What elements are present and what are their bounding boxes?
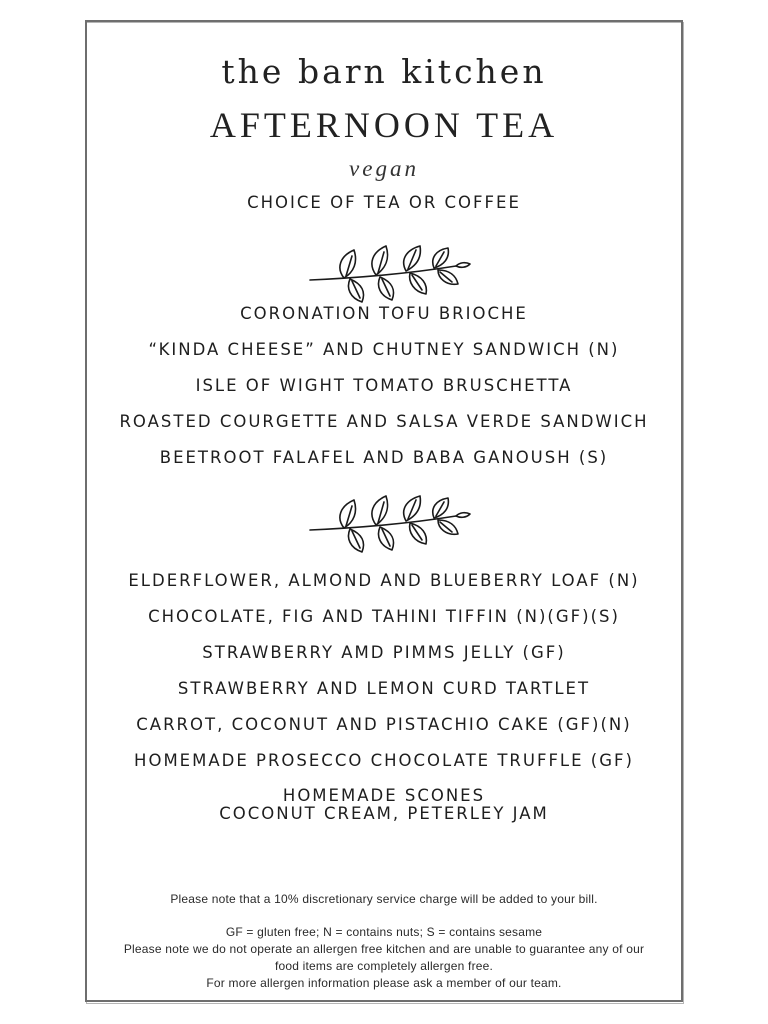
menu-item-scones-title: HOMEMADE SCONES xyxy=(282,786,486,805)
allergen-disclaimer-line: For more allergen information please ask a member of our team. xyxy=(206,976,562,990)
service-charge-note: Please note that a 10% discretionary service charge will be added to your bill. xyxy=(170,892,598,906)
menu-title: AFTERNOON TEA xyxy=(209,105,559,145)
menu-item-savoury: “KINDA CHEESE” AND CHUTNEY SANDWICH (N) xyxy=(148,340,620,359)
menu-item-savoury: ROASTED COURGETTE AND SALSA VERDE SANDWICH xyxy=(119,412,649,431)
menu-item-sweet: STRAWBERRY AMD PIMMS JELLY (GF) xyxy=(202,643,566,662)
leaf-sprig-icon xyxy=(306,244,472,304)
allergen-disclaimer-line: food items are completely allergen free. xyxy=(274,959,494,973)
menu-item-sweet: CHOCOLATE, FIG AND TAHINI TIFFIN (N)(GF)(S) xyxy=(148,607,620,626)
menu-item-sweet: HOMEMADE PROSECCO CHOCOLATE TRUFFLE (GF) xyxy=(134,751,634,770)
menu-item-sweet: ELDERFLOWER, ALMOND AND BLUEBERRY LOAF (N) xyxy=(128,571,640,590)
menu-item-sweet: STRAWBERRY AND LEMON CURD TARTLET xyxy=(177,679,591,698)
drinks-tagline: CHOICE OF TEA OR COFFEE xyxy=(247,193,521,212)
menu-item-savoury: ISLE OF WIGHT TOMATO BRUSCHETTA xyxy=(195,376,573,395)
menu-item-savoury: BEETROOT FALAFEL AND BABA GANOUSH (S) xyxy=(159,448,609,467)
menu-item-scones-detail: COCONUT CREAM, PETERLEY JAM xyxy=(219,804,549,823)
allergen-key: GF = gluten free; N = contains nuts; S = contains sesame xyxy=(225,925,543,939)
menu-subtitle: vegan xyxy=(349,156,419,181)
menu-item-savoury: CORONATION TOFU BRIOCHE xyxy=(240,304,528,323)
restaurant-name: the barn kitchen xyxy=(221,52,547,91)
leaf-sprig-icon xyxy=(306,494,472,554)
allergen-disclaimer-line: Please note we do not operate an allergen free kitchen and are unable to guarantee any of our xyxy=(123,942,645,956)
menu-item-sweet: CARROT, COCONUT AND PISTACHIO CAKE (GF)(N) xyxy=(136,715,632,734)
